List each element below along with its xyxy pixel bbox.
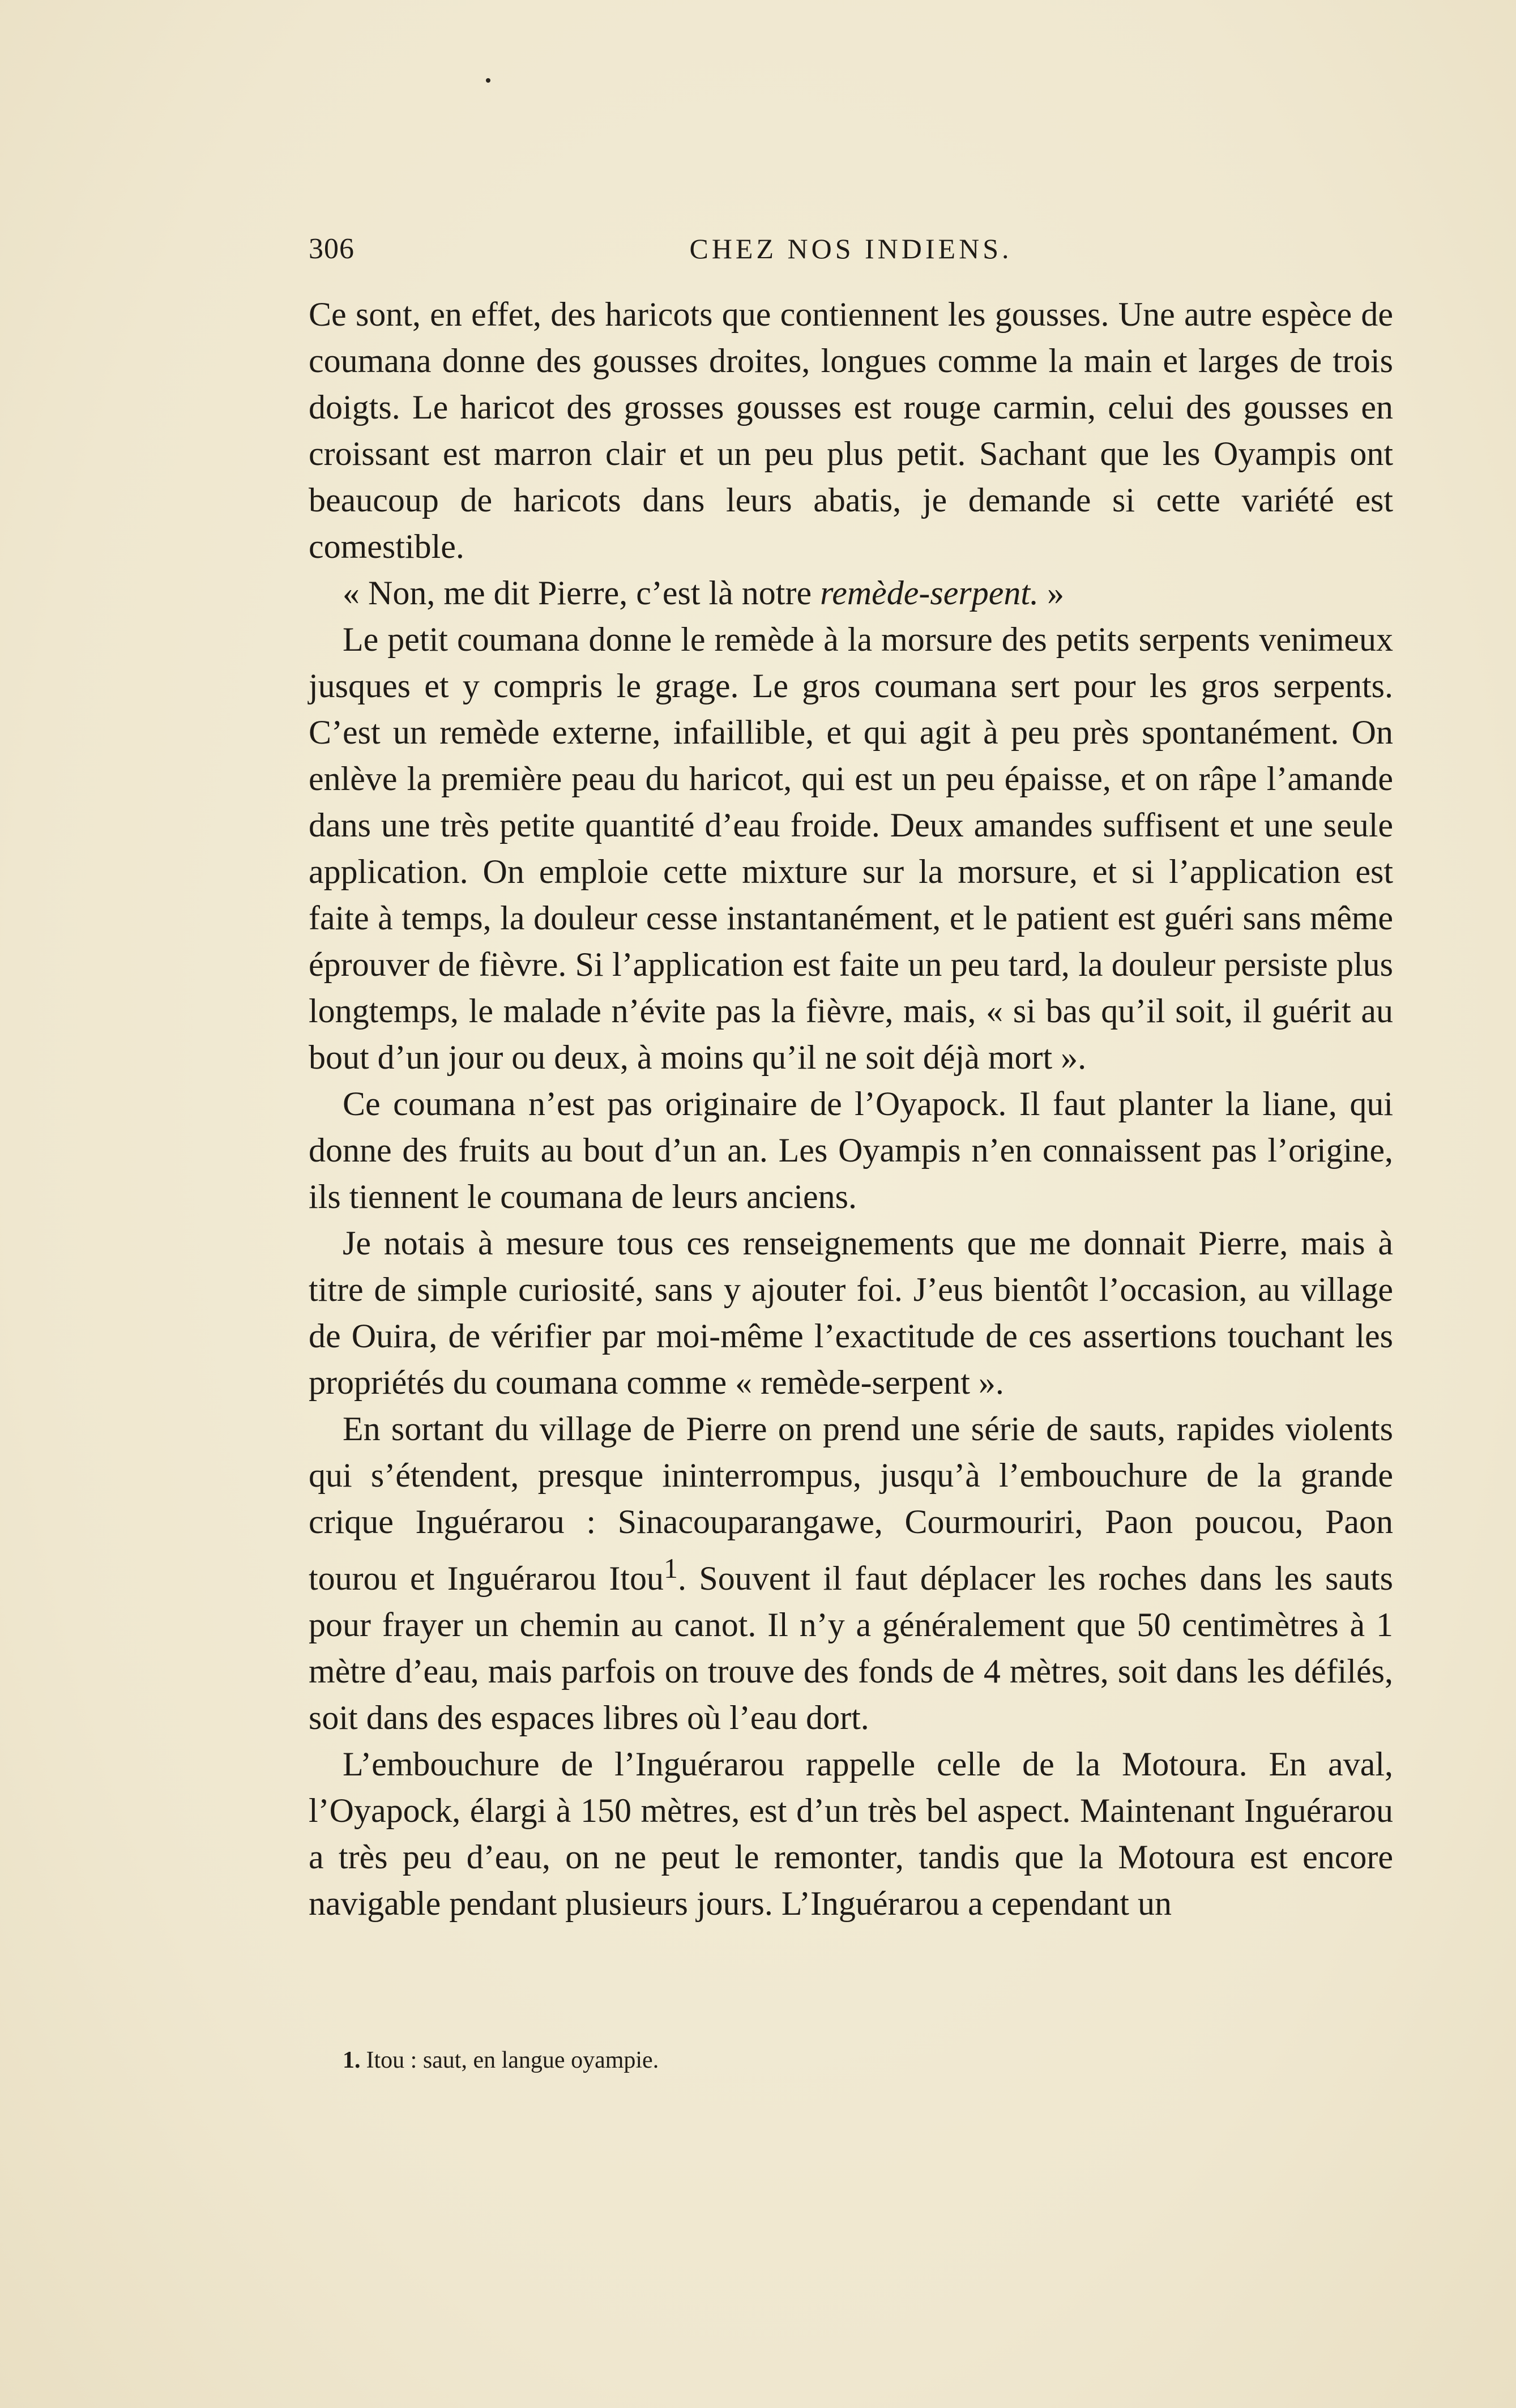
footnote bbox=[343, 2044, 1393, 2076]
footnote-marker: 1. bbox=[343, 2047, 361, 2073]
running-head bbox=[309, 232, 1393, 272]
closing-quote: » bbox=[1039, 574, 1065, 612]
page-number: 306 bbox=[309, 233, 355, 265]
paragraph-4: Ce coumana n’est pas originaire de l’Oyapock. Il faut planter la liane, qui donne des fruits au bout d’un an. Les Oyampis n’en connaissent pas l’origine, ils tiennent le coumana de leurs anciens. bbox=[309, 1085, 1393, 1215]
ink-speck bbox=[486, 78, 490, 83]
paragraph-5: Je notais à mesure tous ces renseignements que me donnait Pierre, mais à titre de simple curiosité, sans y ajouter foi. J’eus bientôt l’occasion, au village de Ouira, de vérifier par moi-même l’exactitude de ces assertions touchant les propriétés du coumana comme « remède-serpent ». bbox=[309, 1224, 1393, 1401]
body-text bbox=[309, 291, 1393, 1927]
paragraph-6-text-continued: . Souvent il faut déplacer les roches dans les sauts pour frayer un chemin au canot. Il n’y a généralement que 50 centimètres à 1 mètre d’eau, mais parfois on trouve des fonds de 4 mètres, soit dans les défilés, soit dans des espaces libres où l’eau dort. bbox=[309, 1560, 1393, 1736]
footnote-reference: 1 bbox=[664, 1552, 678, 1584]
footnote-text: Itou : saut, en langue oyampie. bbox=[366, 2047, 659, 2073]
paragraph-2-text: « Non, me dit Pierre, c’est là notre bbox=[343, 574, 821, 612]
paragraph-7: L’embouchure de l’Inguérarou rappelle celle de la Motoura. En aval, l’Oyapock, élargi à 150 mètres, est d’un très bel aspect. Maintenant Inguérarou a très peu d’eau, on ne peut le remonter, tandis que la Motoura est encore navigable pendant plusieurs jours. L’Inguérarou a cependant un bbox=[309, 1745, 1393, 1922]
paragraph-6 bbox=[309, 1406, 1393, 1741]
italic-term: remède-serpent. bbox=[820, 574, 1039, 612]
paragraph-1: Ce sont, en effet, des haricots que contiennent les gousses. Une autre espèce de coumana donne des gousses droites, longues comme la main et larges de trois doigts. Le haricot des grosses gousses est rouge carmin, celui des gousses en croissant est marron clair et un peu plus petit. Sachant que les Oyampis ont beaucoup de haricots dans leurs abatis, je demande si cette variété est comestible. bbox=[309, 296, 1393, 565]
running-title: CHEZ NOS INDIENS. bbox=[689, 233, 1013, 264]
paragraph-3: Le petit coumana donne le remède à la morsure des petits serpents venimeux jusques et y compris le grage. Le gros coumana sert pour les gros serpents. C’est un remède externe, infaillible, et qui agit à peu près spontanément. On enlève la première peau du haricot, qui est un peu épaisse, et on râpe l’amande dans une très petite quantité d’eau froide. Deux amandes suffisent et une seule application. On emploie cette mixture sur la morsure, et si l’application est faite à temps, la douleur cesse instantanément, et le patient est guéri sans même éprouver de fièvre. Si l’application est faite un peu tard, la douleur persiste plus longtemps, le malade n’évite pas la fièvre, mais, « si bas qu’il soit, il guérit au bout d’un jour ou deux, à moins qu’il ne soit déjà mort ». bbox=[309, 621, 1393, 1076]
paragraph-2 bbox=[309, 570, 1393, 616]
paragraph-6-text: En sortant du village de Pierre on prend une série de sauts, rapides violents qui s’étendent, presque ininterrompus, jusqu’à l’embouchure de la grande crique Inguérarou : Sinacouparangawe, Courmouriri, Paon poucou, Paon tourou et Inguérarou Itou bbox=[309, 1410, 1393, 1597]
